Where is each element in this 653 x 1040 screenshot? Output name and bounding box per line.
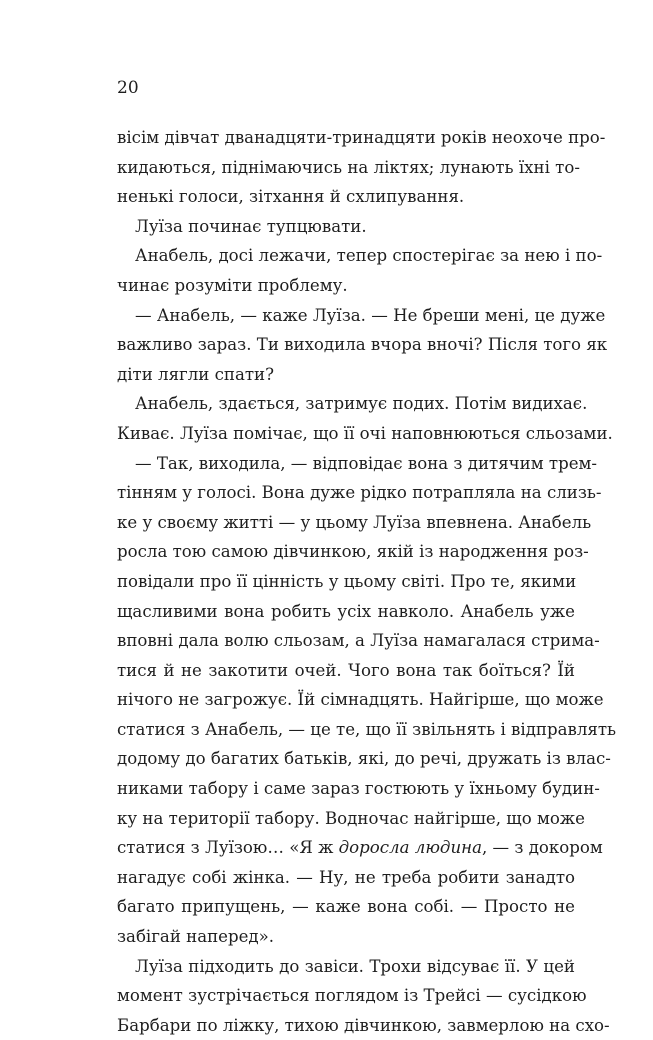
text-line: момент зустрічається поглядом із Трейсі — сусідкою	[117, 986, 587, 1006]
text-line: Барбари по ліжку, тихою дівчинкою, завмерлою на схо-	[117, 1015, 610, 1035]
body-text	[117, 123, 617, 1040]
text-line: Луїза підходить до завіси. Трохи відсуває її. У цей	[135, 956, 575, 976]
text-line: діти лягли спати?	[117, 364, 275, 384]
text-line: ку на території табору. Водночас найгірше, що може	[117, 808, 585, 828]
text-line: статися з Анабель, — це те, що її звільнять і відправлять	[117, 719, 617, 739]
text-line: Луїза починає тупцювати.	[135, 216, 367, 236]
text-line: тінням у голосі. Вона дуже рідко потрапляла на слизь-	[117, 483, 602, 503]
text-line: кидаються, піднімаючись на ліктях; лунають їхні то-	[117, 157, 580, 177]
text-line: нічого не загрожує. Їй сімнадцять. Найгірше, що може	[117, 690, 604, 710]
text-line: ке у своєму житті — у цьому Луїза впевнена. Анабель	[117, 512, 592, 532]
text-line: чинає розуміти проблему.	[117, 275, 348, 295]
text-line: забігай наперед».	[117, 927, 275, 947]
text-line: Анабель, досі лежачи, тепер спостерігає за нею і по-	[135, 246, 603, 266]
text-line: росла тою самою дівчинкою, якій із народження роз-	[117, 542, 589, 562]
text-line: ненькі голоси, зітхання й схлипування.	[117, 187, 465, 207]
text-line: важливо зараз. Ти виходила вчора вночі? Після того як	[117, 335, 608, 355]
text-line: багато припущень, — каже вона собі. — Просто не	[117, 897, 575, 917]
text-line: нагадує собі жінка. — Ну, не треба робити занадто	[117, 867, 575, 887]
text-line: вповні дала волю сльозам, а Луїза намагалася стрима-	[117, 631, 600, 651]
italic-text: доросла людина	[338, 838, 482, 858]
text-line	[117, 833, 603, 863]
text-line: щасливими вона робить усіх навколо. Анабель уже	[117, 601, 575, 621]
text-fragment: статися з Луїзою… «Я ж	[117, 838, 339, 858]
text-line: — Анабель, — каже Луїза. — Не бреши мені, це дуже	[135, 305, 606, 325]
text-line: тися й не закотити очей. Чого вона так боїться? Їй	[117, 660, 575, 680]
text-line: додому до багатих батьків, які, до речі, дружать із влас-	[117, 749, 611, 769]
text-line: Анабель, здається, затримує подих. Потім видихає.	[135, 394, 588, 414]
page-number: 20	[117, 78, 139, 98]
text-line: повідали про її цінність у цьому світі. Про те, якими	[117, 571, 577, 591]
text-fragment: , — з докором	[481, 838, 603, 858]
text-line: Киває. Луїза помічає, що її очі наповнюються сльозами.	[117, 423, 613, 443]
text-line: — Так, виходила, — відповідає вона з дитячим трем-	[135, 453, 598, 473]
text-line: никами табору і саме зараз гостюють у їхньому будин-	[117, 779, 600, 799]
text-line: вісім дівчат дванадцяти-тринадцяти років неохоче про-	[117, 128, 606, 147]
